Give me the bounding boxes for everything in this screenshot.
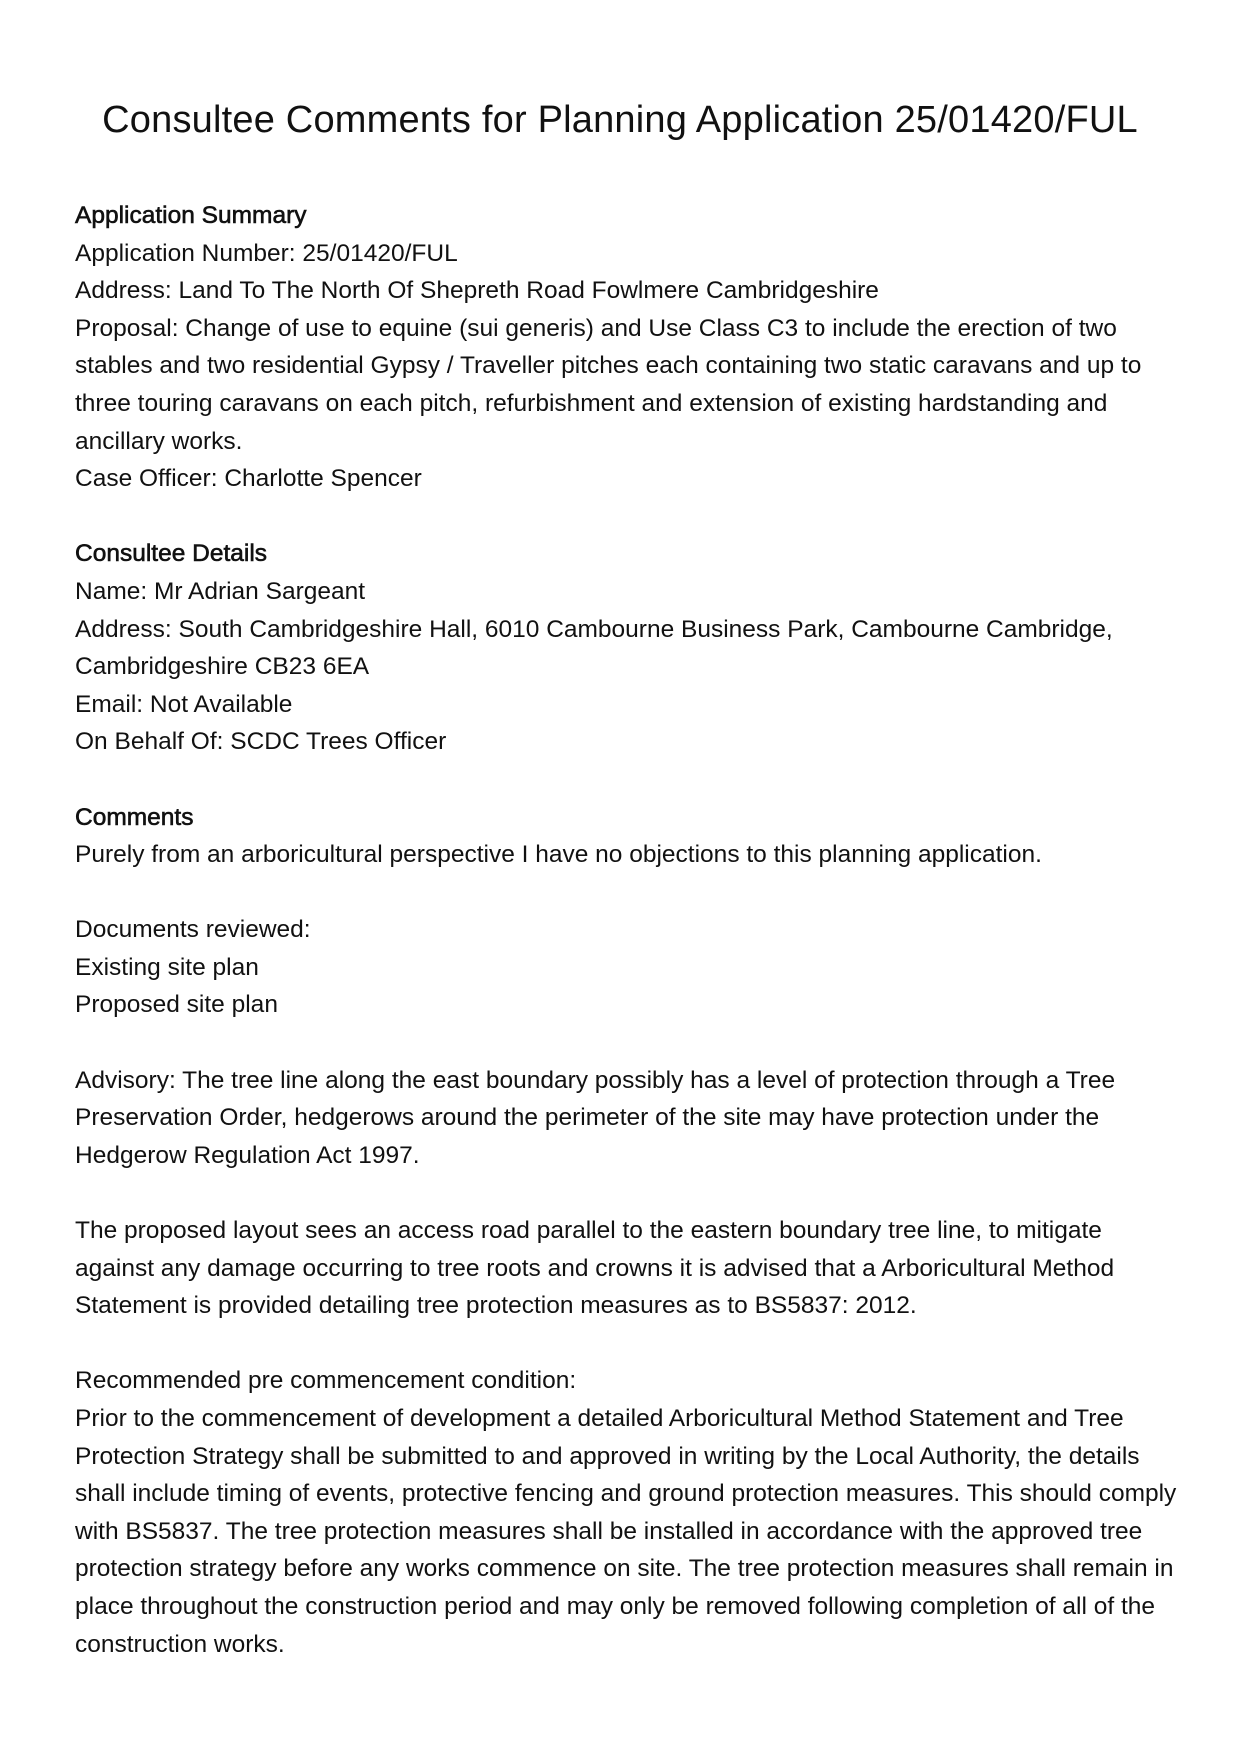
documents-reviewed-heading: Documents reviewed: — [75, 916, 311, 944]
document-item: Existing site plan — [75, 953, 259, 981]
case-officer: Case Officer: Charlotte Spencer — [75, 465, 422, 493]
application-address: Address: Land To The North Of Shepreth Road Fowlmere Cambridgeshire — [75, 277, 879, 305]
condition-heading: Recommended pre commencement condition: — [75, 1367, 577, 1395]
document-item: Proposed site plan — [75, 991, 278, 1019]
layout-note: The proposed layout sees an access road parallel to the eastern boundary tree line, to mitigate against any damage occurring to tree roots and crowns it is advised that a Arboricultural Method Statement is provided detailing tree protection measures as to BS5837: 2012. — [75, 1217, 1115, 1320]
consultee-details-heading: Consultee Details — [75, 540, 268, 568]
application-proposal: Proposal: Change of use to equine (sui generis) and Use Class C3 to include the erection of two stables and two residential Gypsy / Traveller pitches each containing two static caravans and up to three touring caravans on each pitch, refurbishment and extension of existing hardstanding and ancillary works. — [75, 314, 1142, 455]
document-body — [75, 197, 1185, 1701]
page-title: Consultee Comments for Planning Application 25/01420/FUL — [102, 99, 1138, 141]
consultee-address: Address: South Cambridgeshire Hall, 6010 Cambourne Business Park, Cambourne Cambridge, Cambridgeshire CB23 6EA — [75, 615, 1113, 681]
consultee-name: Name: Mr Adrian Sargeant — [75, 577, 366, 605]
application-number: Application Number: 25/01420/FUL — [75, 239, 458, 267]
condition-text: Prior to the commencement of development a detailed Arboricultural Method Statement and Tree Protection Strategy shall be submitted to and approved in writing by the Local Authority, the details shall include timing of events, protective fencing and ground protection measures. This should comply with BS5837. The tree protection measures shall be installed in accordance with the approved tree protection strategy before any works commence on site. The tree protection measures shall remain in place throughout the construction period and may only be removed following completion of all of the construction works. — [75, 1405, 1177, 1658]
documents-reviewed — [75, 911, 1185, 1024]
recommended-condition — [75, 1362, 1185, 1663]
consultee-email: Email: Not Available — [75, 690, 293, 718]
comments-intro: Purely from an arboricultural perspective I have no objections to this planning application. — [75, 841, 1042, 869]
application-summary-section — [75, 197, 1185, 498]
consultee-details-section — [75, 535, 1185, 761]
application-summary-heading: Application Summary — [75, 202, 307, 229]
consultee-on-behalf-of: On Behalf Of: SCDC Trees Officer — [75, 728, 447, 756]
comments-heading: Comments — [75, 803, 194, 831]
comments-section — [75, 799, 1185, 1664]
advisory-note: Advisory: The tree line along the east boundary possibly has a level of protection through a Tree Preservation Order, hedgerows around the perimeter of the site may have protection under the Hedgerow Regulation Act 1997. — [75, 1066, 1116, 1169]
